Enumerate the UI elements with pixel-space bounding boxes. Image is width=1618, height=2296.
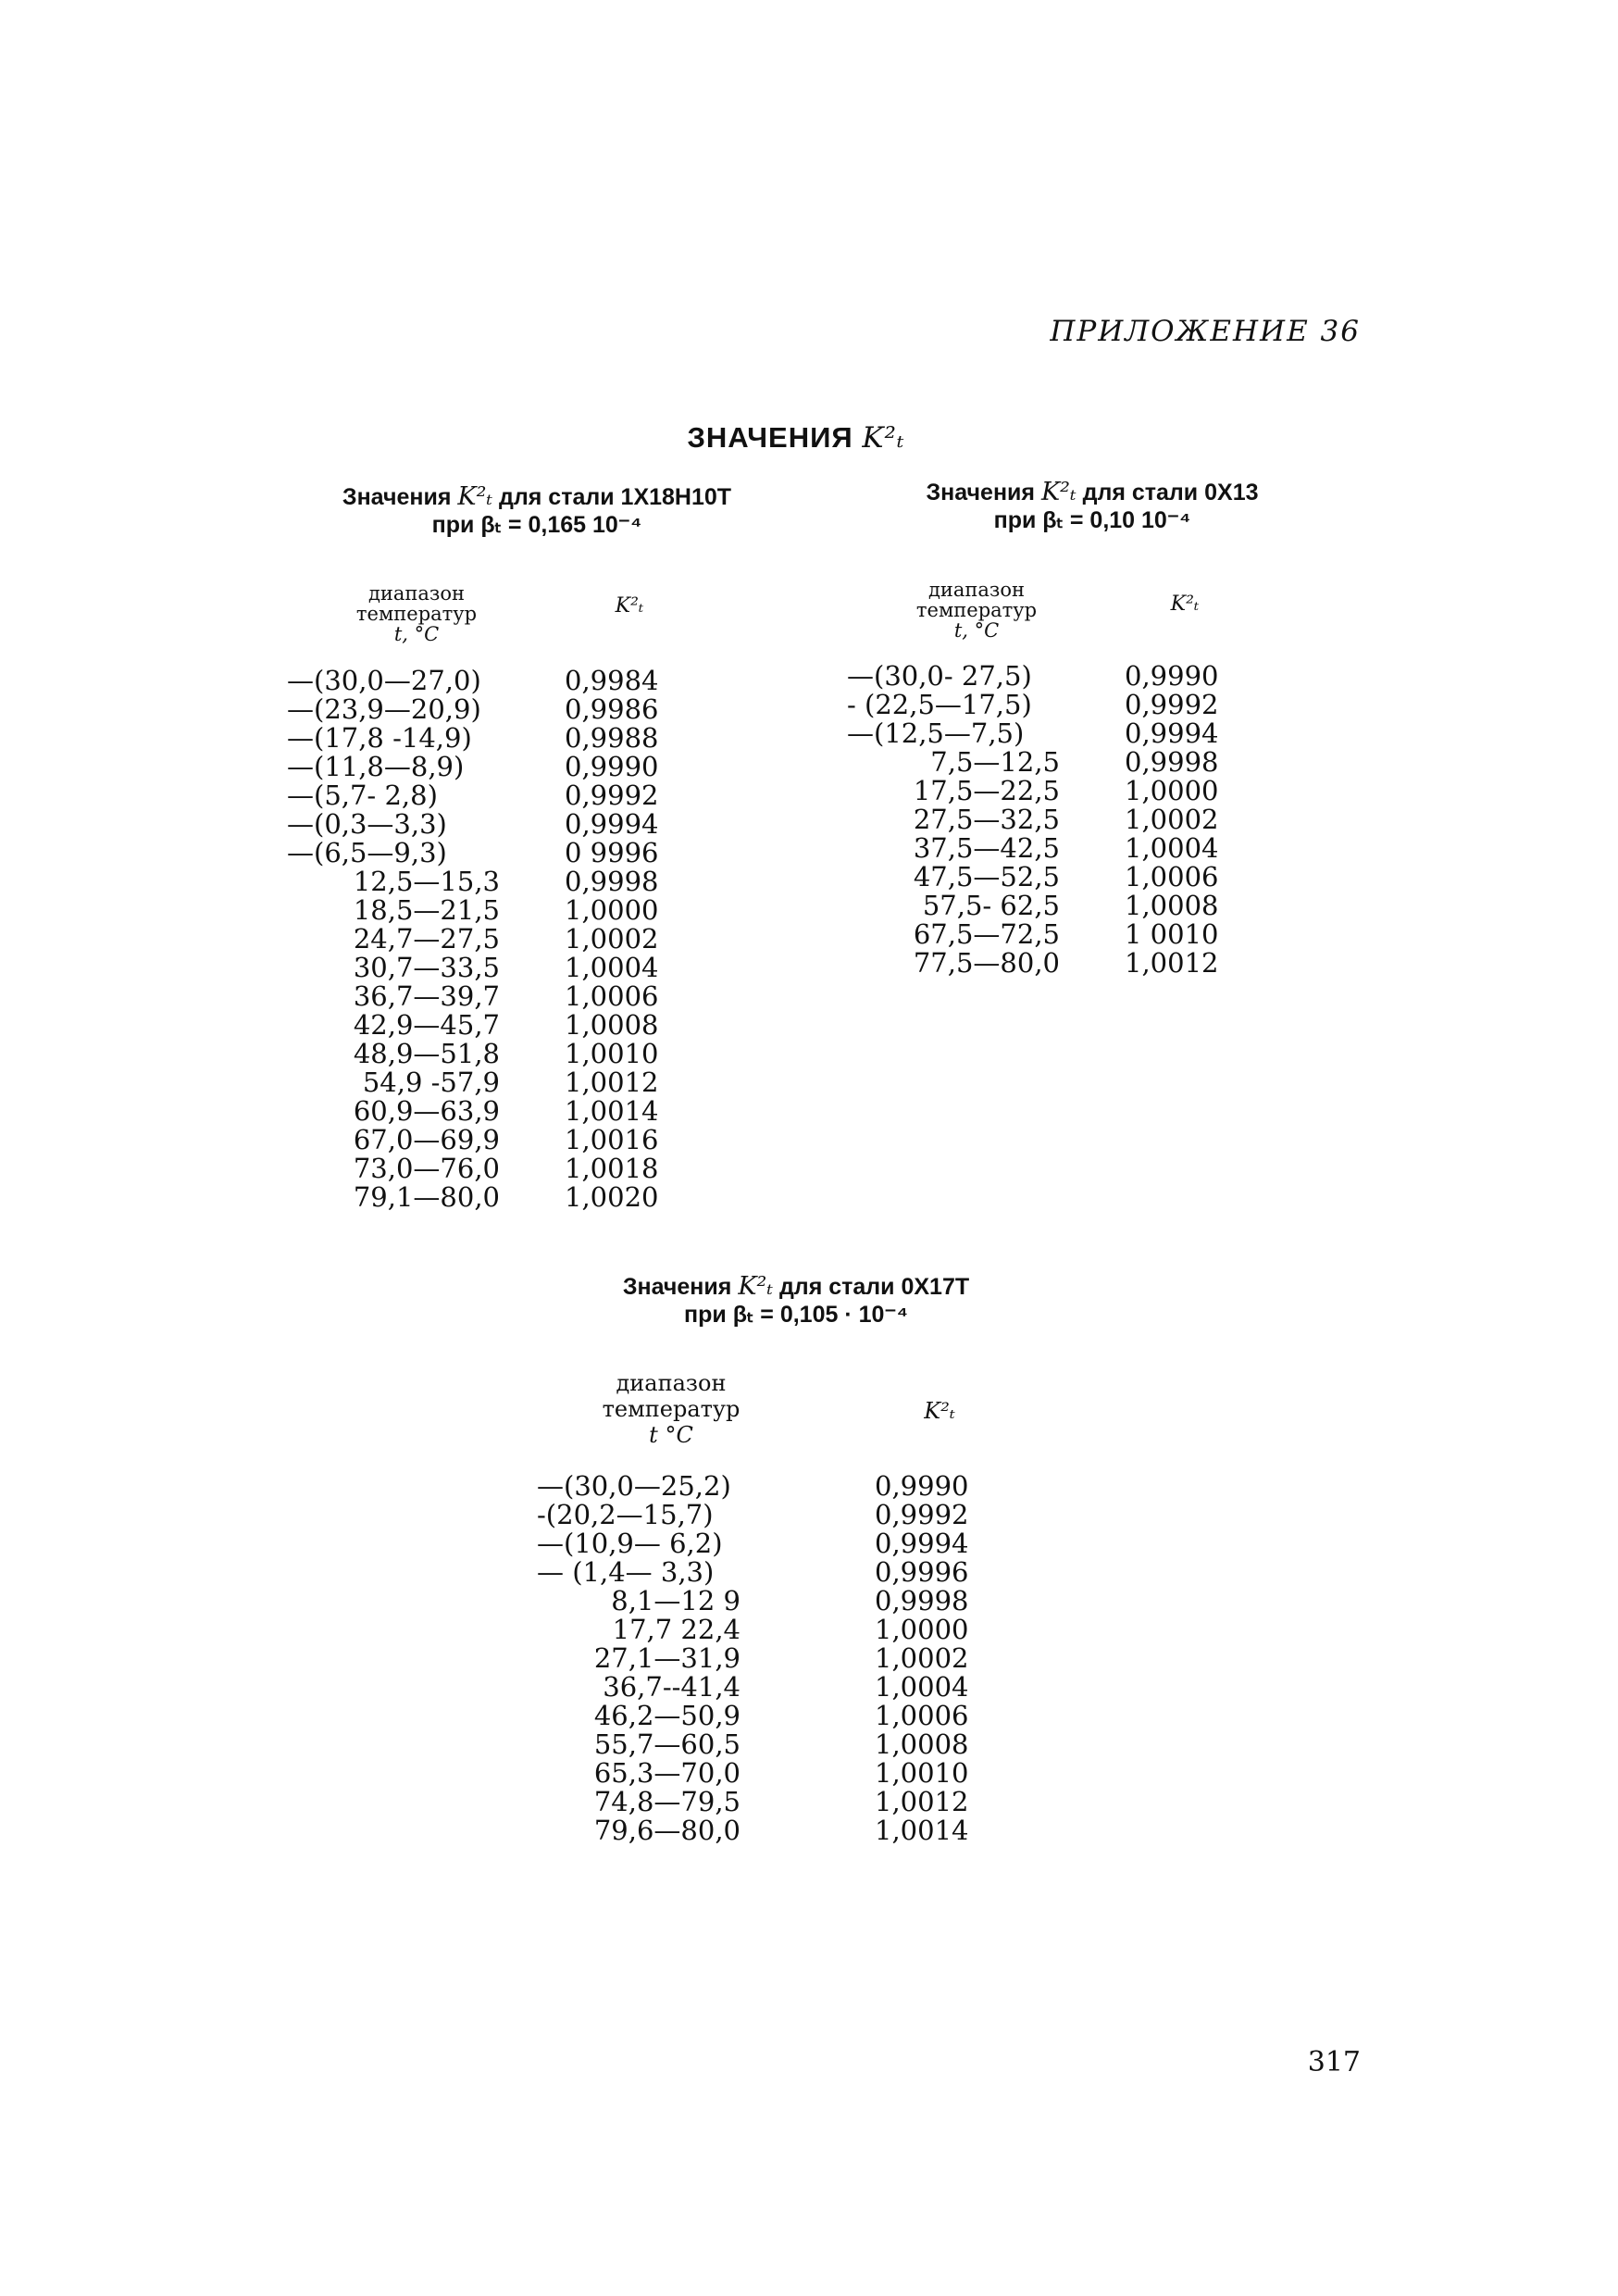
k-value-cell: 1,0004 [565,952,659,983]
k-value-cell: 0 9996 [565,837,659,868]
range-cell: 65,3—70,0 [593,1757,741,1789]
k-value-cell: 1,0000 [565,894,659,926]
k-value-cell: 0,9984 [565,665,659,696]
range-cell: — (1,4— 3,3) [537,1556,715,1588]
range-cell: 55,7—60,5 [593,1728,741,1760]
table-3-k-column [875,1472,1014,1845]
range-cell: —(10,9— 6,2) [537,1528,723,1559]
k-value-cell: 1,0002 [875,1642,969,1674]
range-cell: 37,5—42,5 [913,832,1060,864]
range-cell: —(11,8—8,9) [287,751,465,782]
k-value-cell: 1,0016 [565,1124,659,1155]
range-cell: 47,5—52,5 [913,861,1060,892]
table-3-range-header [574,1370,768,1448]
range-cell: —(30,0—27,0) [287,665,481,696]
table-1-title-pre: Значения [342,484,452,510]
table-2-title-post: для стали 0Х13 [1082,480,1259,505]
k-value-cell: 1,0006 [875,1700,969,1731]
range-cell: —(5,7- 2,8) [287,780,438,811]
range-cell: 42,9—45,7 [353,1009,500,1041]
table-3-subtitle: при βₜ = 0,105 · 10⁻⁴ [684,1302,908,1328]
k-value-cell: 0,9988 [565,722,659,754]
table-2-title [833,479,1351,534]
k-value-cell: 0,9986 [565,693,659,725]
k-value-cell: 1,0020 [565,1181,659,1213]
k-value-cell: 0,9990 [565,751,659,782]
range-cell: 54,9 -57,9 [362,1067,500,1098]
table-1-range-column [287,667,500,1212]
table-3-range-column [537,1472,741,1845]
k-value-cell: 1,0006 [1125,861,1219,892]
k-value-cell: 1,0018 [565,1153,659,1184]
table-3-title-pre: Значения [622,1274,732,1300]
range-cell: 17,5—22,5 [913,775,1060,806]
k-value-cell: 1,0004 [1125,832,1219,864]
k-value-cell: 1,0008 [1125,890,1219,921]
range-cell: 8,1—12 9 [611,1585,741,1616]
range-cell: 77,5—80,0 [913,947,1060,979]
k-value-cell: 0,9998 [1125,746,1219,778]
k-value-cell: 0,9998 [565,866,659,897]
table-2-k-column [1125,662,1263,978]
k-value-cell: 1,0004 [875,1671,969,1703]
table-2-range-header [884,580,1069,641]
k-value-cell: 1,0012 [565,1067,659,1098]
k-value-cell: 0,9992 [875,1499,969,1530]
range-cell: 48,9—51,8 [353,1038,500,1069]
k-value-cell: 0,9996 [875,1556,969,1588]
range-cell: —(6,5—9,3) [287,837,447,868]
range-cell: 74,8—79,5 [593,1786,741,1817]
page-title [518,421,1074,455]
k-value-cell: 1,0010 [565,1038,659,1069]
k-value-cell: 0,9992 [1125,689,1219,720]
range-cell: - (22,5—17,5) [847,689,1032,720]
range-cell: 24,7—27,5 [353,923,500,955]
table-1-title-post: для стали 1Х18Н10Т [499,484,732,510]
table-1-k-column [565,667,703,1212]
page-number: 317 [1307,2046,1361,2078]
table-2-range-column [847,662,1060,978]
range-cell: 27,1—31,9 [593,1642,741,1674]
k-value-cell: 0,9990 [875,1470,969,1502]
k-value-cell: 1,0008 [875,1728,969,1760]
appendix-label: ПРИЛОЖЕНИЕ 36 [1050,315,1361,348]
table-2-range-header-line: t, °C [953,619,1000,642]
table-3-range-header-line: диапазон [616,1370,727,1396]
table-1-subtitle: при βₜ = 0,165 10⁻⁴ [431,512,642,538]
table-1-range-header-line: диапазон [367,582,466,605]
range-cell: 46,2—50,9 [593,1700,741,1731]
page-title-symbol: K²ₜ [862,421,905,455]
k-value-cell: 0,9998 [875,1585,969,1616]
range-cell: 17,7 22,4 [612,1614,741,1645]
k-value-cell: 1,0014 [565,1095,659,1127]
k-value-cell: 1,0002 [565,923,659,955]
k-value-cell: 0,9994 [875,1528,969,1559]
table-1-title-symbol: K²ₜ [457,482,493,511]
range-cell: —(0,3—3,3) [287,808,447,840]
table-1-k-header: K²ₜ [615,594,644,618]
table-3-title-symbol: K²ₜ [738,1272,773,1301]
table-2-range-header-line: температур [915,599,1038,621]
range-cell: —(23,9—20,9) [287,693,481,725]
page-title-text: ЗНАЧЕНИЯ [687,421,853,454]
range-cell: 73,0—76,0 [353,1153,500,1184]
k-value-cell: 1,0008 [565,1009,659,1041]
range-cell: 79,6—80,0 [593,1815,741,1846]
table-3-title [537,1273,1055,1329]
table-2-range-header-line: диапазон [927,579,1026,601]
range-cell: 18,5—21,5 [353,894,500,926]
range-cell: 36,7—39,7 [353,980,500,1012]
table-2-subtitle: при βₜ = 0,10 10⁻⁴ [993,507,1191,533]
range-cell: -(20,2—15,7) [537,1499,714,1530]
table-1-title [278,483,796,539]
range-cell: —(12,5—7,5) [847,718,1025,749]
table-2-title-symbol: K²ₜ [1040,478,1077,506]
table-3-title-post: для стали 0Х17Т [778,1274,970,1300]
range-cell: 57,5- 62,5 [922,890,1060,921]
table-3-range-header-line: температур [602,1396,741,1422]
k-value-cell: 1,0000 [875,1614,969,1645]
table-2-title-pre: Значения [926,480,1036,505]
k-value-cell: 1,0012 [875,1786,969,1817]
table-1-range-header-line: температур [355,603,478,625]
k-value-cell: 0,9994 [565,808,659,840]
k-value-cell: 1,0010 [875,1757,969,1789]
k-value-cell: 0,9994 [1125,718,1219,749]
range-cell: 67,5—72,5 [913,918,1060,950]
range-cell: 67,0—69,9 [353,1124,500,1155]
table-3-range-header-line: t °C [649,1422,693,1448]
k-value-cell: 1,0000 [1125,775,1219,806]
k-value-cell: 0,9990 [1125,660,1219,692]
range-cell: 60,9—63,9 [353,1095,500,1127]
range-cell: —(30,0- 27,5) [847,660,1032,692]
range-cell: —(30,0—25,2) [537,1470,731,1502]
range-cell: 30,7—33,5 [353,952,500,983]
range-cell: —(17,8 -14,9) [287,722,472,754]
table-1-range-header-line: t, °C [393,623,440,645]
range-cell: 79,1—80,0 [353,1181,500,1213]
k-value-cell: 1,0006 [565,980,659,1012]
k-value-cell: 1,0012 [1125,947,1219,979]
range-cell: 36,7--41,4 [603,1671,741,1703]
table-3-k-header: K²ₜ [924,1398,955,1424]
k-value-cell: 1,0014 [875,1815,969,1846]
table-1-range-header [324,583,509,644]
k-value-cell: 0,9992 [565,780,659,811]
range-cell: 27,5—32,5 [913,804,1060,835]
range-cell: 12,5—15,3 [353,866,500,897]
range-cell: 7,5—12,5 [930,746,1060,778]
k-value-cell: 1 0010 [1125,918,1219,950]
k-value-cell: 1,0002 [1125,804,1219,835]
table-2-k-header: K²ₜ [1170,593,1200,616]
